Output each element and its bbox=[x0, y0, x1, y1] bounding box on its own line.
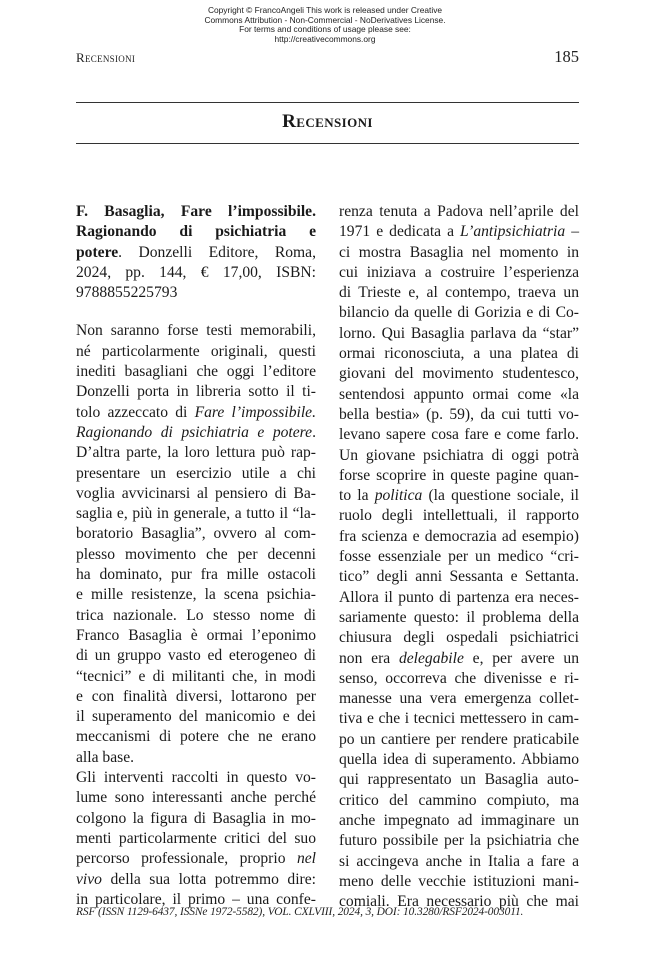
text-segment: ruolo degli intellettuali, il rapporto bbox=[339, 507, 579, 525]
text-line bbox=[76, 423, 316, 443]
text-segment: chiusura degli ospedali psichiatrici bbox=[339, 629, 579, 647]
text-segment: e, per avere un bbox=[463, 649, 579, 667]
text-line bbox=[76, 243, 316, 263]
text-line bbox=[339, 303, 579, 323]
text-segment: ci mostra Basaglia nel momento in bbox=[339, 243, 579, 261]
copyright-link[interactable]: http://creativecommons.org bbox=[274, 33, 376, 44]
text-segment: 9788855225793 bbox=[76, 284, 178, 302]
text-line bbox=[339, 547, 579, 567]
text-line bbox=[76, 829, 316, 849]
text-line bbox=[339, 689, 579, 709]
text-line bbox=[339, 283, 579, 303]
text-line bbox=[76, 809, 316, 829]
text-segment: non era bbox=[339, 649, 399, 667]
text-segment: levano sapere cosa fare e come farlo. bbox=[339, 426, 579, 444]
text-segment: meccanismi di potere che ne erano bbox=[76, 728, 316, 746]
text-line bbox=[76, 646, 316, 666]
text-line bbox=[76, 727, 316, 747]
italic-text: Ragionando di psichiatria e potere bbox=[76, 423, 313, 441]
bottom-rule bbox=[76, 143, 579, 144]
text-segment: sentendosi appunto ormai come «la bbox=[339, 385, 579, 403]
copyright-line: Commons Attribution - Non-Commercial - NoDerivatives License. bbox=[204, 14, 446, 25]
text-segment: inediti basagliani che oggi l’editore bbox=[76, 363, 316, 381]
review-body bbox=[76, 321, 316, 910]
text-line bbox=[76, 362, 316, 382]
italic-text: delegabile bbox=[398, 649, 464, 667]
text-line bbox=[76, 545, 316, 565]
text-line bbox=[76, 382, 316, 402]
bold-text: F. Basaglia, Fare l’impossibile. bbox=[76, 203, 316, 220]
text-line bbox=[339, 364, 579, 384]
text-segment: Un giovane psichiatra di oggi potrà bbox=[339, 446, 579, 464]
text-segment: Gli interventi raccolti in questo vo- bbox=[76, 769, 316, 787]
text-line bbox=[339, 567, 579, 587]
text-line bbox=[339, 222, 579, 242]
text-segment: in particolare, il primo – una confe- bbox=[76, 890, 316, 908]
top-rule bbox=[76, 102, 579, 103]
text-segment: manesse una vera emergenza collet- bbox=[339, 690, 579, 708]
text-segment: . Donzelli Editore, Roma, bbox=[118, 243, 316, 261]
text-segment: fosse essenziale per un medico “cri- bbox=[339, 548, 579, 566]
text-line bbox=[339, 324, 579, 344]
text-line bbox=[76, 707, 316, 727]
text-line bbox=[339, 588, 579, 608]
text-line bbox=[339, 628, 579, 648]
text-line bbox=[339, 344, 579, 364]
text-segment: qui rappresentato un Basaglia auto- bbox=[339, 771, 579, 789]
text-segment: D’altra parte, la loro lettura può rap- bbox=[76, 444, 316, 462]
right-column bbox=[339, 202, 579, 912]
paragraph-gap bbox=[76, 303, 316, 321]
copyright-line: For terms and conditions of usage please see: bbox=[239, 24, 411, 35]
text-line bbox=[76, 788, 316, 808]
text-line bbox=[76, 504, 316, 524]
text-segment: lume sono interessanti anche perché bbox=[76, 789, 316, 807]
text-segment: comiali. Era necessario più che mai bbox=[339, 893, 579, 911]
text-line bbox=[339, 385, 579, 405]
text-segment: ormai riconosciuta, a una platea di bbox=[339, 345, 579, 363]
italic-text: Fare l’impossibile. bbox=[194, 403, 316, 421]
text-segment: sariamente questo: il problema della bbox=[339, 608, 579, 626]
text-segment: 2024, pp. 144, € 17,00, ISBN: bbox=[76, 263, 316, 281]
text-line bbox=[339, 263, 579, 283]
text-line bbox=[339, 405, 579, 425]
text-line bbox=[339, 506, 579, 526]
text-line bbox=[339, 831, 579, 851]
text-segment: po un cantiere per rendere praticabile bbox=[339, 730, 579, 748]
review-citation bbox=[76, 202, 316, 303]
text-line bbox=[76, 263, 316, 283]
text-line bbox=[76, 565, 316, 585]
text-line bbox=[76, 748, 316, 768]
italic-text: L’antipsichiatria bbox=[460, 223, 566, 241]
text-segment: alla base. bbox=[76, 748, 135, 766]
italic-text: nel bbox=[296, 850, 316, 868]
text-segment: Non saranno forse testi memorabili, bbox=[76, 322, 316, 340]
text-line bbox=[76, 667, 316, 687]
text-line bbox=[76, 606, 316, 626]
text-segment: boratorio Basaglia”, ovvero al com- bbox=[76, 525, 316, 543]
text-line bbox=[76, 222, 316, 242]
review-body-continued bbox=[339, 202, 579, 912]
text-line bbox=[76, 687, 316, 707]
text-segment: plesso movimento che per decenni bbox=[76, 545, 316, 563]
text-segment: fra scienza e democrazia ad esempio) bbox=[339, 527, 579, 545]
text-line bbox=[76, 484, 316, 504]
italic-text: vivo bbox=[76, 870, 102, 888]
text-segment: Allora il punto di partenza era neces- bbox=[339, 588, 579, 606]
text-segment: si accingeva anche in Italia a fare a bbox=[339, 852, 579, 870]
copyright-line: Copyright © FrancoAngeli This work is released under Creative bbox=[207, 5, 443, 15]
text-line bbox=[339, 669, 579, 689]
text-segment: percorso professionale, proprio bbox=[76, 850, 297, 868]
text-line bbox=[76, 585, 316, 605]
text-segment: ha dominato, pur fra mille ostacoli bbox=[76, 566, 316, 584]
text-line bbox=[339, 466, 579, 486]
text-line bbox=[339, 202, 579, 222]
text-segment: saglia e, più in generale, a tutto il “la- bbox=[76, 505, 316, 523]
text-segment: bilancio da quelle di Gorizia e di Co- bbox=[339, 304, 579, 322]
text-line bbox=[76, 464, 316, 484]
text-segment: (la questione sociale, il bbox=[422, 487, 579, 505]
section-title: Recensioni bbox=[282, 111, 373, 132]
text-segment: voglia avvicinarsi al pensiero di Ba- bbox=[76, 484, 316, 502]
text-segment: – bbox=[565, 223, 579, 241]
copyright-notice bbox=[0, 6, 650, 44]
text-line bbox=[339, 446, 579, 466]
text-segment: to la bbox=[339, 487, 375, 505]
text-line bbox=[339, 730, 579, 750]
text-segment: bella bestia» (p. 59), da cui tutti vo- bbox=[339, 405, 579, 423]
text-line bbox=[76, 403, 316, 423]
text-segment: di Trieste e, al contempo, traeva un bbox=[339, 284, 579, 302]
page-number: 185 bbox=[554, 47, 579, 66]
text-segment: e con finalità diversi, lottarono per bbox=[76, 687, 316, 705]
text-segment: tico” degli anni Sessanta e Settanta. bbox=[339, 568, 579, 586]
text-segment: né particolarmente originali, questi bbox=[76, 342, 316, 360]
bold-text: Ragionando di psichiatria e bbox=[76, 223, 316, 241]
text-segment: cui iniziava a costruire l’esperienza bbox=[339, 263, 579, 281]
text-segment: menti particolarmente critici del suo bbox=[76, 829, 316, 847]
text-segment: Donzelli porta in libreria sotto il ti- bbox=[76, 383, 316, 401]
text-segment: quella idea di superamento. Abbiamo bbox=[339, 751, 579, 769]
text-segment: tolo azzeccato di bbox=[76, 403, 195, 421]
text-segment: . bbox=[312, 423, 316, 441]
text-segment: critico del cammino compiuto, ma bbox=[339, 791, 579, 809]
text-segment: anche impegnato ad immaginare un bbox=[339, 811, 579, 829]
text-segment: trica nazionale. Lo stesso nome di bbox=[76, 606, 316, 624]
text-line bbox=[339, 649, 579, 669]
text-segment: lorno. Qui Basaglia parlava da “star” bbox=[339, 324, 579, 342]
text-segment: forse scoprire in queste pagine quan- bbox=[339, 466, 579, 484]
running-head: Recensioni bbox=[76, 50, 136, 65]
journal-citation-footer: RSF (ISSN 1129-6437, ISSNe 1972-5582), VOL. CXLVIII, 2024, 3, DOI: 10.3280/RSF2024-003011. bbox=[76, 906, 524, 918]
text-line bbox=[76, 626, 316, 646]
text-line bbox=[339, 486, 579, 506]
text-segment: e mille resistenze, la scena psichia- bbox=[76, 586, 316, 604]
text-line bbox=[76, 768, 316, 788]
text-segment: senso, occorreva che divenisse e ri- bbox=[339, 669, 579, 687]
text-line bbox=[339, 750, 579, 770]
italic-text: politica bbox=[374, 487, 423, 505]
text-segment: futuro possibile per la psichiatria che bbox=[339, 832, 579, 850]
text-line bbox=[339, 872, 579, 892]
text-line bbox=[76, 849, 316, 869]
text-segment: Franco Basaglia è ormai l’eponimo bbox=[76, 626, 316, 644]
left-column bbox=[76, 202, 316, 910]
text-segment: il superamento del manicomio e dei bbox=[76, 708, 316, 726]
text-line bbox=[76, 870, 316, 890]
text-segment: presentare un esercizio utile a chi bbox=[76, 464, 316, 482]
text-line bbox=[339, 527, 579, 547]
text-line bbox=[339, 709, 579, 729]
text-line bbox=[339, 608, 579, 628]
text-line bbox=[76, 524, 316, 544]
text-line bbox=[76, 342, 316, 362]
text-segment: della sua lotta potremmo dire: bbox=[101, 870, 316, 888]
text-segment: 1971 e dedicata a bbox=[339, 223, 461, 241]
text-line bbox=[339, 243, 579, 263]
text-segment: colgono la figura di Basaglia in mo- bbox=[76, 809, 316, 827]
text-line bbox=[339, 770, 579, 790]
text-segment: tiva e che i tecnici mettessero in cam- bbox=[339, 710, 579, 728]
text-segment: meno delle vecchie istituzioni mani- bbox=[339, 872, 579, 890]
text-line bbox=[76, 321, 316, 341]
text-line bbox=[76, 443, 316, 463]
text-line bbox=[339, 425, 579, 445]
text-line bbox=[76, 283, 316, 303]
text-segment: “tecnici” e di militanti che, in modi bbox=[76, 667, 316, 685]
text-line bbox=[339, 852, 579, 872]
text-line bbox=[76, 202, 316, 222]
text-segment: di un gruppo vasto ed eterogeneo di bbox=[76, 647, 316, 665]
text-line bbox=[339, 811, 579, 831]
bold-text: potere bbox=[76, 243, 119, 261]
text-line bbox=[339, 791, 579, 811]
text-segment: giovani del movimento studentesco, bbox=[339, 365, 579, 383]
text-segment: renza tenuta a Padova nell’aprile del bbox=[339, 203, 579, 220]
